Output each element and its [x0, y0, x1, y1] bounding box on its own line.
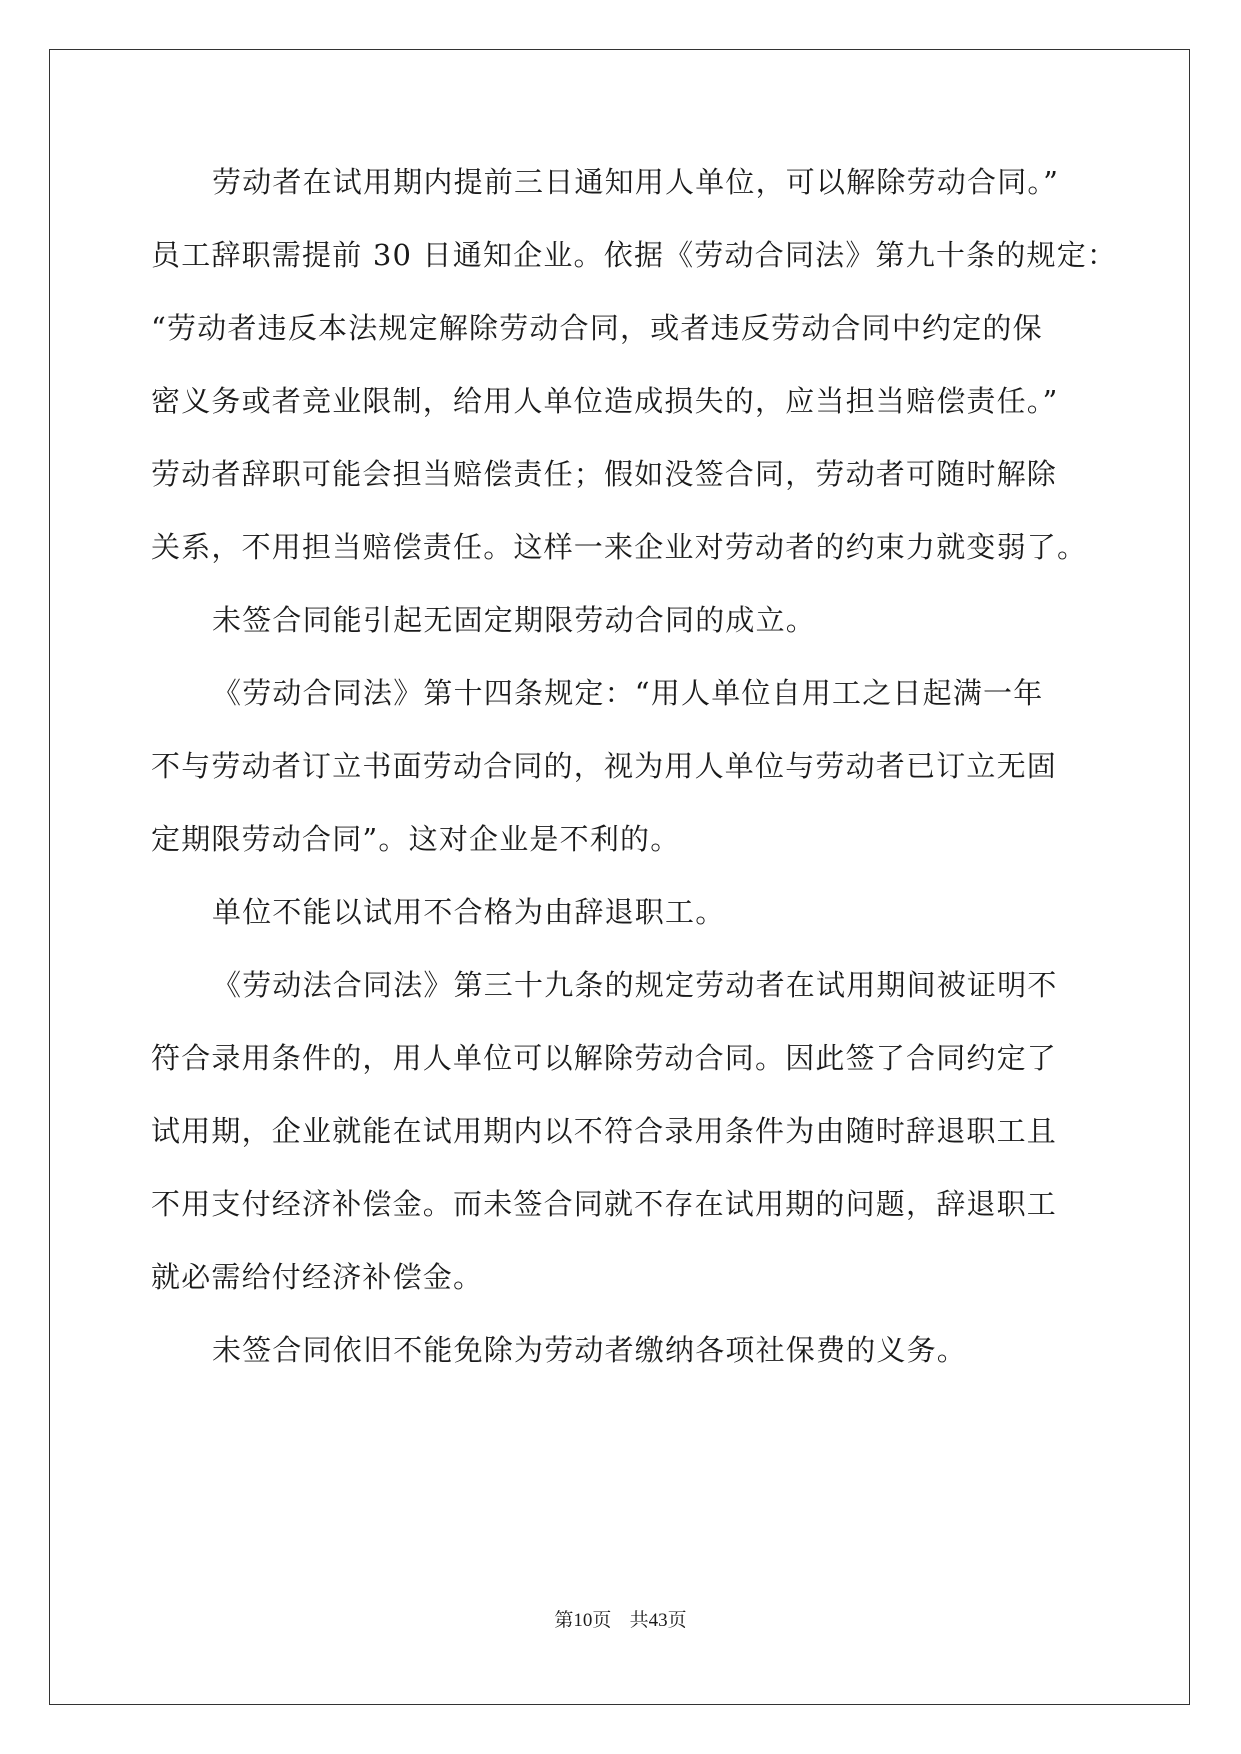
page-suffix: 页 — [592, 1609, 612, 1631]
text-line: 未签合同依旧不能免除为劳动者缴纳各项社保费的义务。 — [212, 1333, 968, 1367]
text-line: 符合录用条件的，用人单位可以解除劳动合同。因此签了合同约定了 — [151, 1041, 1058, 1075]
text-line: 员工辞职需提前 30 日通知企业。依据《劳动合同法》第九十条的规定： — [151, 238, 1118, 272]
page-footer — [0, 1608, 1241, 1633]
text-line: 密义务或者竞业限制，给用人单位造成损失的，应当担当赔偿责任。” — [151, 384, 1059, 418]
total-suffix: 页 — [667, 1609, 687, 1631]
total-pages: 43 — [648, 1610, 668, 1631]
text-line: 未签合同能引起无固定期限劳动合同的成立。 — [212, 603, 817, 637]
text-line: 单位不能以试用不合格为由辞退职工。 — [212, 895, 726, 929]
text-line: 劳动者辞职可能会担当赔偿责任；假如没签合同，劳动者可随时解除 — [151, 457, 1058, 491]
text-line: 不用支付经济补偿金。而未签合同就不存在试用期的问题，辞退职工 — [151, 1187, 1058, 1221]
text-line: 劳动者在试用期内提前三日通知用人单位，可以解除劳动合同。” — [212, 165, 1060, 199]
text-line: “劳动者违反本法规定解除劳动合同，或者违反劳动合同中约定的保 — [151, 311, 1043, 345]
text-line: 《劳动法合同法》第三十九条的规定劳动者在试用期间被证明不 — [212, 968, 1058, 1002]
text-line: 不与劳动者订立书面劳动合同的，视为用人单位与劳动者已订立无固 — [151, 749, 1058, 783]
text-line: 定期限劳动合同”。这对企业是不利的。 — [151, 822, 681, 856]
document-body — [151, 160, 1118, 1401]
text-line: 就必需给付经济补偿金。 — [151, 1260, 484, 1294]
text-line: 试用期，企业就能在试用期内以不符合录用条件为由随时辞退职工且 — [151, 1114, 1058, 1148]
text-line: 关系，不用担当赔偿责任。这样一来企业对劳动者的约束力就变弱了。 — [151, 530, 1088, 564]
text-line: 《劳动合同法》第十四条规定：“用人单位自用工之日起满一年 — [212, 676, 1044, 710]
page-prefix: 第 — [554, 1609, 574, 1631]
page-number: 10 — [573, 1610, 593, 1631]
total-prefix: 共 — [629, 1609, 649, 1631]
